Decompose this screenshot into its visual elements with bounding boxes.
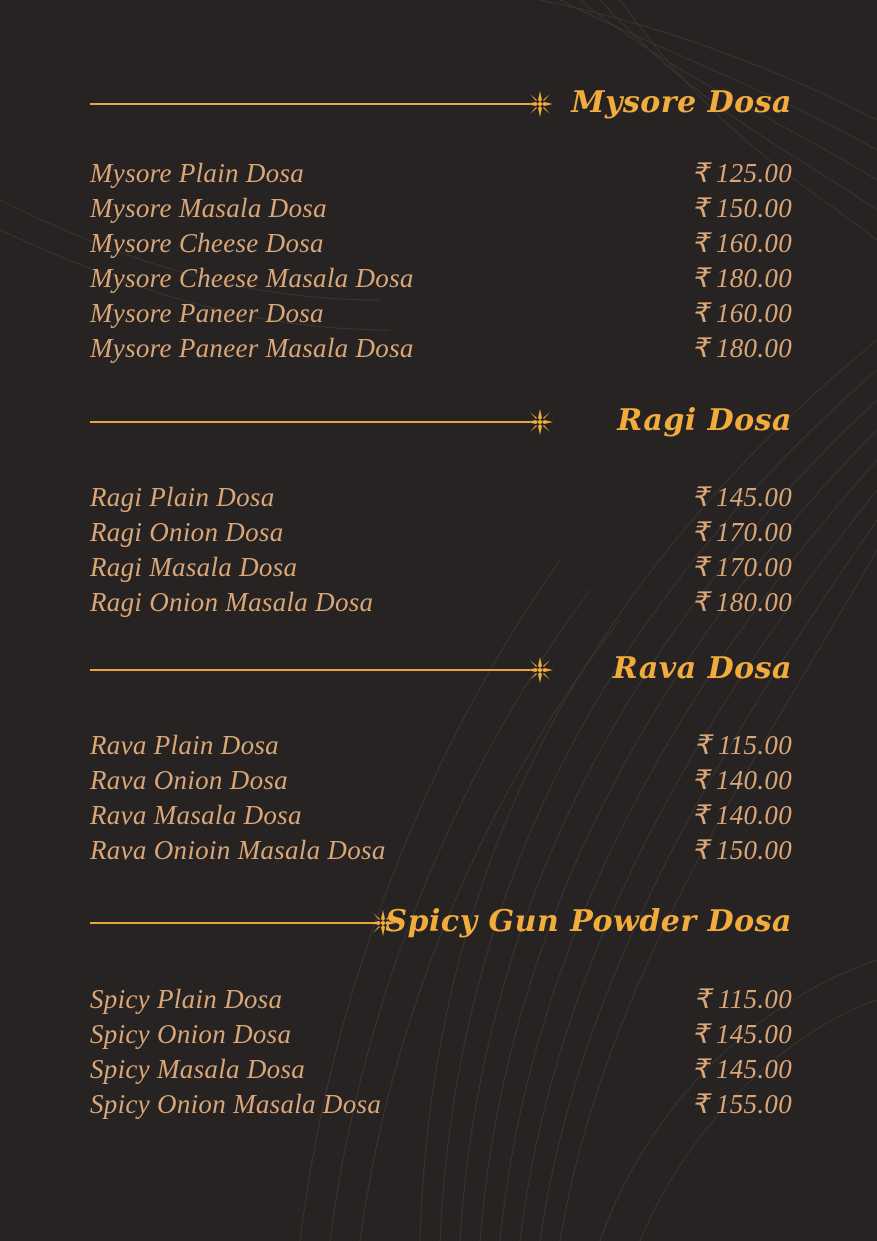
item-price: ₹ 155.00 bbox=[691, 1089, 792, 1119]
section-header bbox=[90, 898, 792, 948]
item-price: ₹ 170.00 bbox=[691, 517, 792, 547]
menu-item bbox=[90, 191, 792, 226]
item-price: ₹ 150.00 bbox=[691, 835, 792, 865]
item-price: ₹ 150.00 bbox=[691, 193, 792, 223]
item-price: ₹ 170.00 bbox=[691, 552, 792, 582]
item-name: Spicy Plain Dosa bbox=[90, 984, 283, 1014]
menu-item bbox=[90, 1052, 792, 1087]
star-flourish-icon bbox=[525, 407, 555, 437]
item-name: Ragi Onion Masala Dosa bbox=[90, 587, 374, 617]
menu-item bbox=[90, 226, 792, 261]
menu-section bbox=[90, 397, 792, 620]
item-name: Rava Masala Dosa bbox=[90, 800, 302, 830]
item-price: ₹ 140.00 bbox=[691, 765, 792, 795]
item-price: ₹ 125.00 bbox=[691, 158, 792, 188]
item-name: Mysore Masala Dosa bbox=[90, 193, 327, 223]
menu-item bbox=[90, 1017, 792, 1052]
menu-item bbox=[90, 728, 792, 763]
item-name: Rava Plain Dosa bbox=[90, 730, 279, 760]
menu-item bbox=[90, 833, 792, 868]
item-price: ₹ 140.00 bbox=[691, 800, 792, 830]
star-flourish-icon bbox=[525, 89, 555, 119]
item-price: ₹ 180.00 bbox=[691, 333, 792, 363]
item-price: ₹ 145.00 bbox=[691, 1019, 792, 1049]
menu-item bbox=[90, 261, 792, 296]
item-price: ₹ 115.00 bbox=[693, 984, 792, 1014]
menu-item bbox=[90, 331, 792, 366]
menu-items bbox=[90, 156, 792, 366]
menu-item bbox=[90, 156, 792, 191]
item-name: Ragi Onion Dosa bbox=[90, 517, 284, 547]
item-name: Rava Onioin Masala Dosa bbox=[90, 835, 386, 865]
item-price: ₹ 180.00 bbox=[691, 263, 792, 293]
menu-section bbox=[90, 898, 792, 1122]
menu-item bbox=[90, 763, 792, 798]
menu-section bbox=[90, 645, 792, 868]
item-name: Mysore Paneer Masala Dosa bbox=[90, 333, 414, 363]
item-name: Ragi Plain Dosa bbox=[90, 482, 275, 512]
item-name: Mysore Cheese Dosa bbox=[90, 228, 324, 258]
section-title: Rava Dosa bbox=[612, 651, 792, 686]
section-divider-line bbox=[90, 421, 530, 423]
item-name: Spicy Onion Dosa bbox=[90, 1019, 292, 1049]
section-title: Spicy Gun Powder Dosa bbox=[385, 904, 792, 939]
menu-item bbox=[90, 550, 792, 585]
item-price: ₹ 145.00 bbox=[691, 1054, 792, 1084]
star-flourish-icon bbox=[525, 655, 555, 685]
section-header bbox=[90, 397, 792, 447]
item-price: ₹ 180.00 bbox=[691, 587, 792, 617]
menu-section bbox=[90, 79, 792, 366]
menu-item bbox=[90, 798, 792, 833]
menu-items bbox=[90, 982, 792, 1122]
menu-items bbox=[90, 728, 792, 868]
menu-item bbox=[90, 982, 792, 1017]
item-name: Spicy Masala Dosa bbox=[90, 1054, 306, 1084]
section-title: Ragi Dosa bbox=[617, 403, 792, 438]
menu-item bbox=[90, 515, 792, 550]
section-header bbox=[90, 79, 792, 129]
section-divider-line bbox=[90, 922, 375, 924]
item-price: ₹ 160.00 bbox=[691, 298, 792, 328]
item-name: Rava Onion Dosa bbox=[90, 765, 288, 795]
section-divider-line bbox=[90, 669, 530, 671]
menu-item bbox=[90, 585, 792, 620]
item-name: Mysore Paneer Dosa bbox=[90, 298, 324, 328]
section-divider-line bbox=[90, 103, 530, 105]
item-name: Mysore Cheese Masala Dosa bbox=[90, 263, 414, 293]
item-name: Ragi Masala Dosa bbox=[90, 552, 298, 582]
item-name: Mysore Plain Dosa bbox=[90, 158, 305, 188]
section-header bbox=[90, 645, 792, 695]
section-title: Mysore Dosa bbox=[571, 85, 792, 120]
item-name: Spicy Onion Masala Dosa bbox=[90, 1089, 382, 1119]
menu-item bbox=[90, 296, 792, 331]
item-price: ₹ 115.00 bbox=[693, 730, 792, 760]
menu-items bbox=[90, 480, 792, 620]
menu-item bbox=[90, 480, 792, 515]
menu-item bbox=[90, 1087, 792, 1122]
item-price: ₹ 145.00 bbox=[691, 482, 792, 512]
item-price: ₹ 160.00 bbox=[691, 228, 792, 258]
